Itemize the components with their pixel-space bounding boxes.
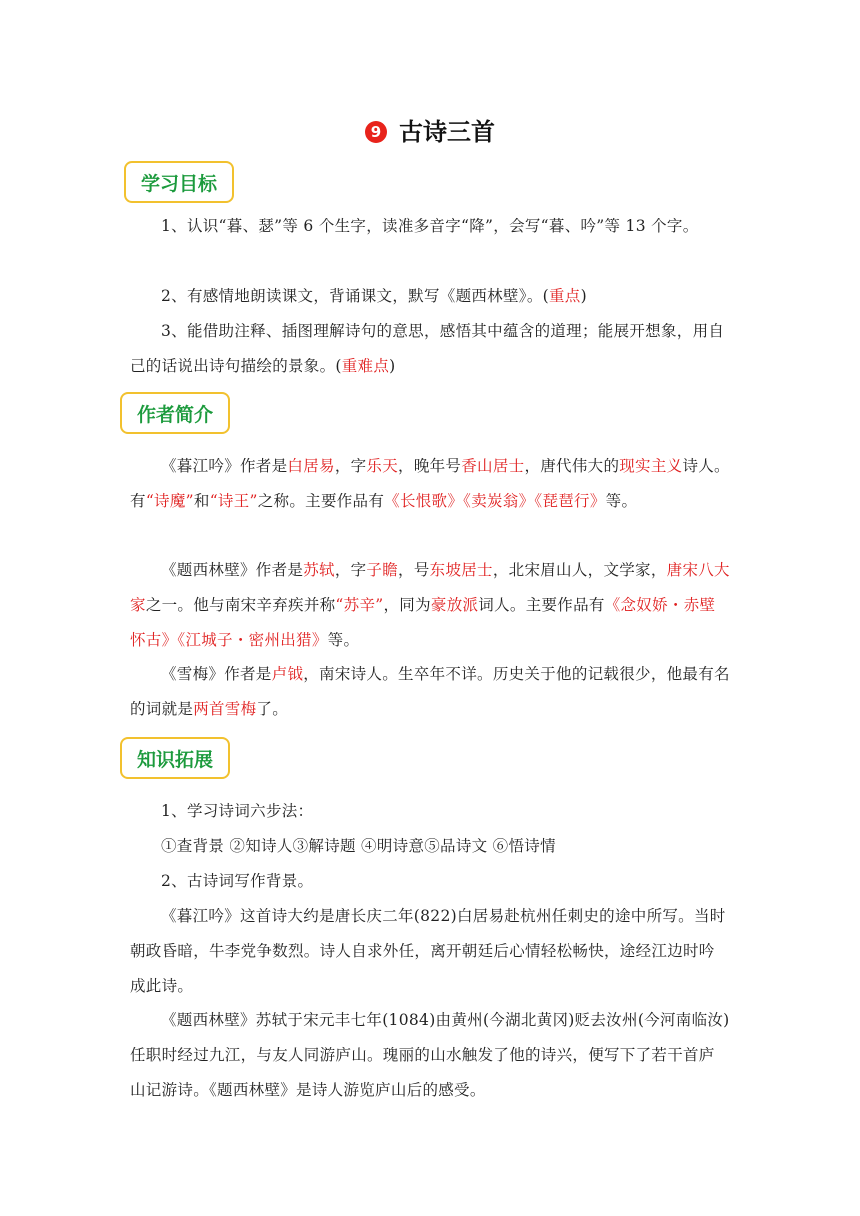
goal-2-key: 重点 (548, 287, 581, 305)
text: ，晚年号 (398, 457, 462, 475)
section-badge-author: 作者简介 (120, 392, 230, 434)
text: ，同为 (383, 596, 431, 614)
highlight: 现实主义 (619, 457, 683, 475)
text: ，号 (398, 561, 430, 579)
lesson-title-text: 古诗三首 (399, 118, 495, 146)
text: 之一。他与南宋辛弃疾并称 (145, 596, 336, 614)
goal-2-text: 2、有感情地朗读课文，背诵课文，默写《题西林壁》。( (161, 287, 549, 305)
highlight: “苏辛” (335, 596, 384, 614)
text: 诗人。有 (130, 457, 730, 510)
text: 《题西林壁》作者是 (161, 561, 304, 579)
text: 等。 (327, 631, 360, 649)
text: ，唐代伟大的 (524, 457, 620, 475)
highlight: “诗魔” (145, 492, 194, 510)
section-badge-knowledge: 知识拓展 (120, 737, 230, 779)
author-lu-yue (130, 657, 730, 727)
goal-2 (130, 279, 730, 314)
highlight: 两首雪梅 (193, 700, 257, 718)
text: 之称。主要作品有 (257, 492, 385, 510)
highlight: 白居易 (287, 457, 335, 475)
highlight: 唐宋八大家 (130, 561, 730, 614)
text: 等。 (605, 492, 638, 510)
highlight: 东坡居士 (429, 561, 493, 579)
highlight: “诗王” (209, 492, 258, 510)
text: 《雪梅》作者是 (161, 665, 272, 683)
text: ，字 (334, 561, 367, 579)
text: 和 (193, 492, 210, 510)
knowledge-2: 2、古诗词写作背景。 (161, 872, 314, 890)
knowledge-1: 1、学习诗词六步法： (161, 802, 314, 820)
goal-2-close: ) (580, 287, 587, 305)
text: 了。 (256, 700, 289, 718)
author-bai-juyi (130, 449, 730, 519)
goal-3 (130, 314, 730, 384)
knowledge-2-tixilinbi: 《题西林壁》苏轼于宋元丰七年(1084)由黄州(今湖北黄冈)贬去汝州(今河南临汝)任职时经过九江，与友人同游庐山。瑰丽的山水触发了他的诗兴，便写下了若干首庐山记游诗。《题西林壁》是诗人游览庐山后的感受。 (130, 1011, 730, 1099)
lesson-number-badge: 9 (365, 121, 387, 143)
goal-3-text: 3、能借助注释、插图理解诗句的意思，感悟其中蕴含的道理；能展开想象，用自己的话说出诗句描绘的景象。( (130, 322, 725, 375)
highlight: 苏轼 (303, 561, 335, 579)
text: ，北宋眉山人，文学家， (492, 561, 667, 579)
text: ，南宋诗人。生卒年不详。历史关于他的记载很少，他最有名的词就是 (130, 665, 730, 718)
text: 词人。主要作品有 (478, 596, 605, 614)
highlight: 《长恨歌》《卖炭翁》《琵琶行》 (384, 492, 606, 510)
goal-1: 1、认识“暮、瑟”等 6 个生字，读准多音字“降”，会写“暮、吟”等 13 个字。 (161, 217, 699, 235)
highlight: 子瞻 (366, 561, 399, 579)
knowledge-2-mujiangyin: 《暮江吟》这首诗大约是唐长庆二年(822)白居易赴杭州任刺史的途中所写。当时朝政昏暗，牛李党争数烈。诗人自求外任，离开朝廷后心情轻松畅快，途经江边时吟成此诗。 (130, 907, 726, 995)
highlight: 《念奴娇・赤壁怀古》《江城子・密州出猎》 (130, 596, 716, 649)
lesson-title (0, 112, 860, 147)
section-badge-goals: 学习目标 (124, 161, 234, 203)
highlight: 豪放派 (430, 596, 479, 614)
knowledge-1-steps: ①查背景 ②知诗人③解诗题 ④明诗意⑤品诗文 ⑥悟诗情 (161, 837, 556, 855)
goal-3-key: 重难点 (341, 357, 390, 375)
highlight: 乐天 (366, 457, 399, 475)
highlight: 香山居士 (461, 457, 525, 475)
author-su-shi (130, 553, 730, 658)
text: 《暮江吟》作者是 (161, 457, 288, 475)
highlight: 卢钺 (271, 665, 304, 683)
text: ，字 (334, 457, 367, 475)
goal-3-close: ) (389, 357, 396, 375)
